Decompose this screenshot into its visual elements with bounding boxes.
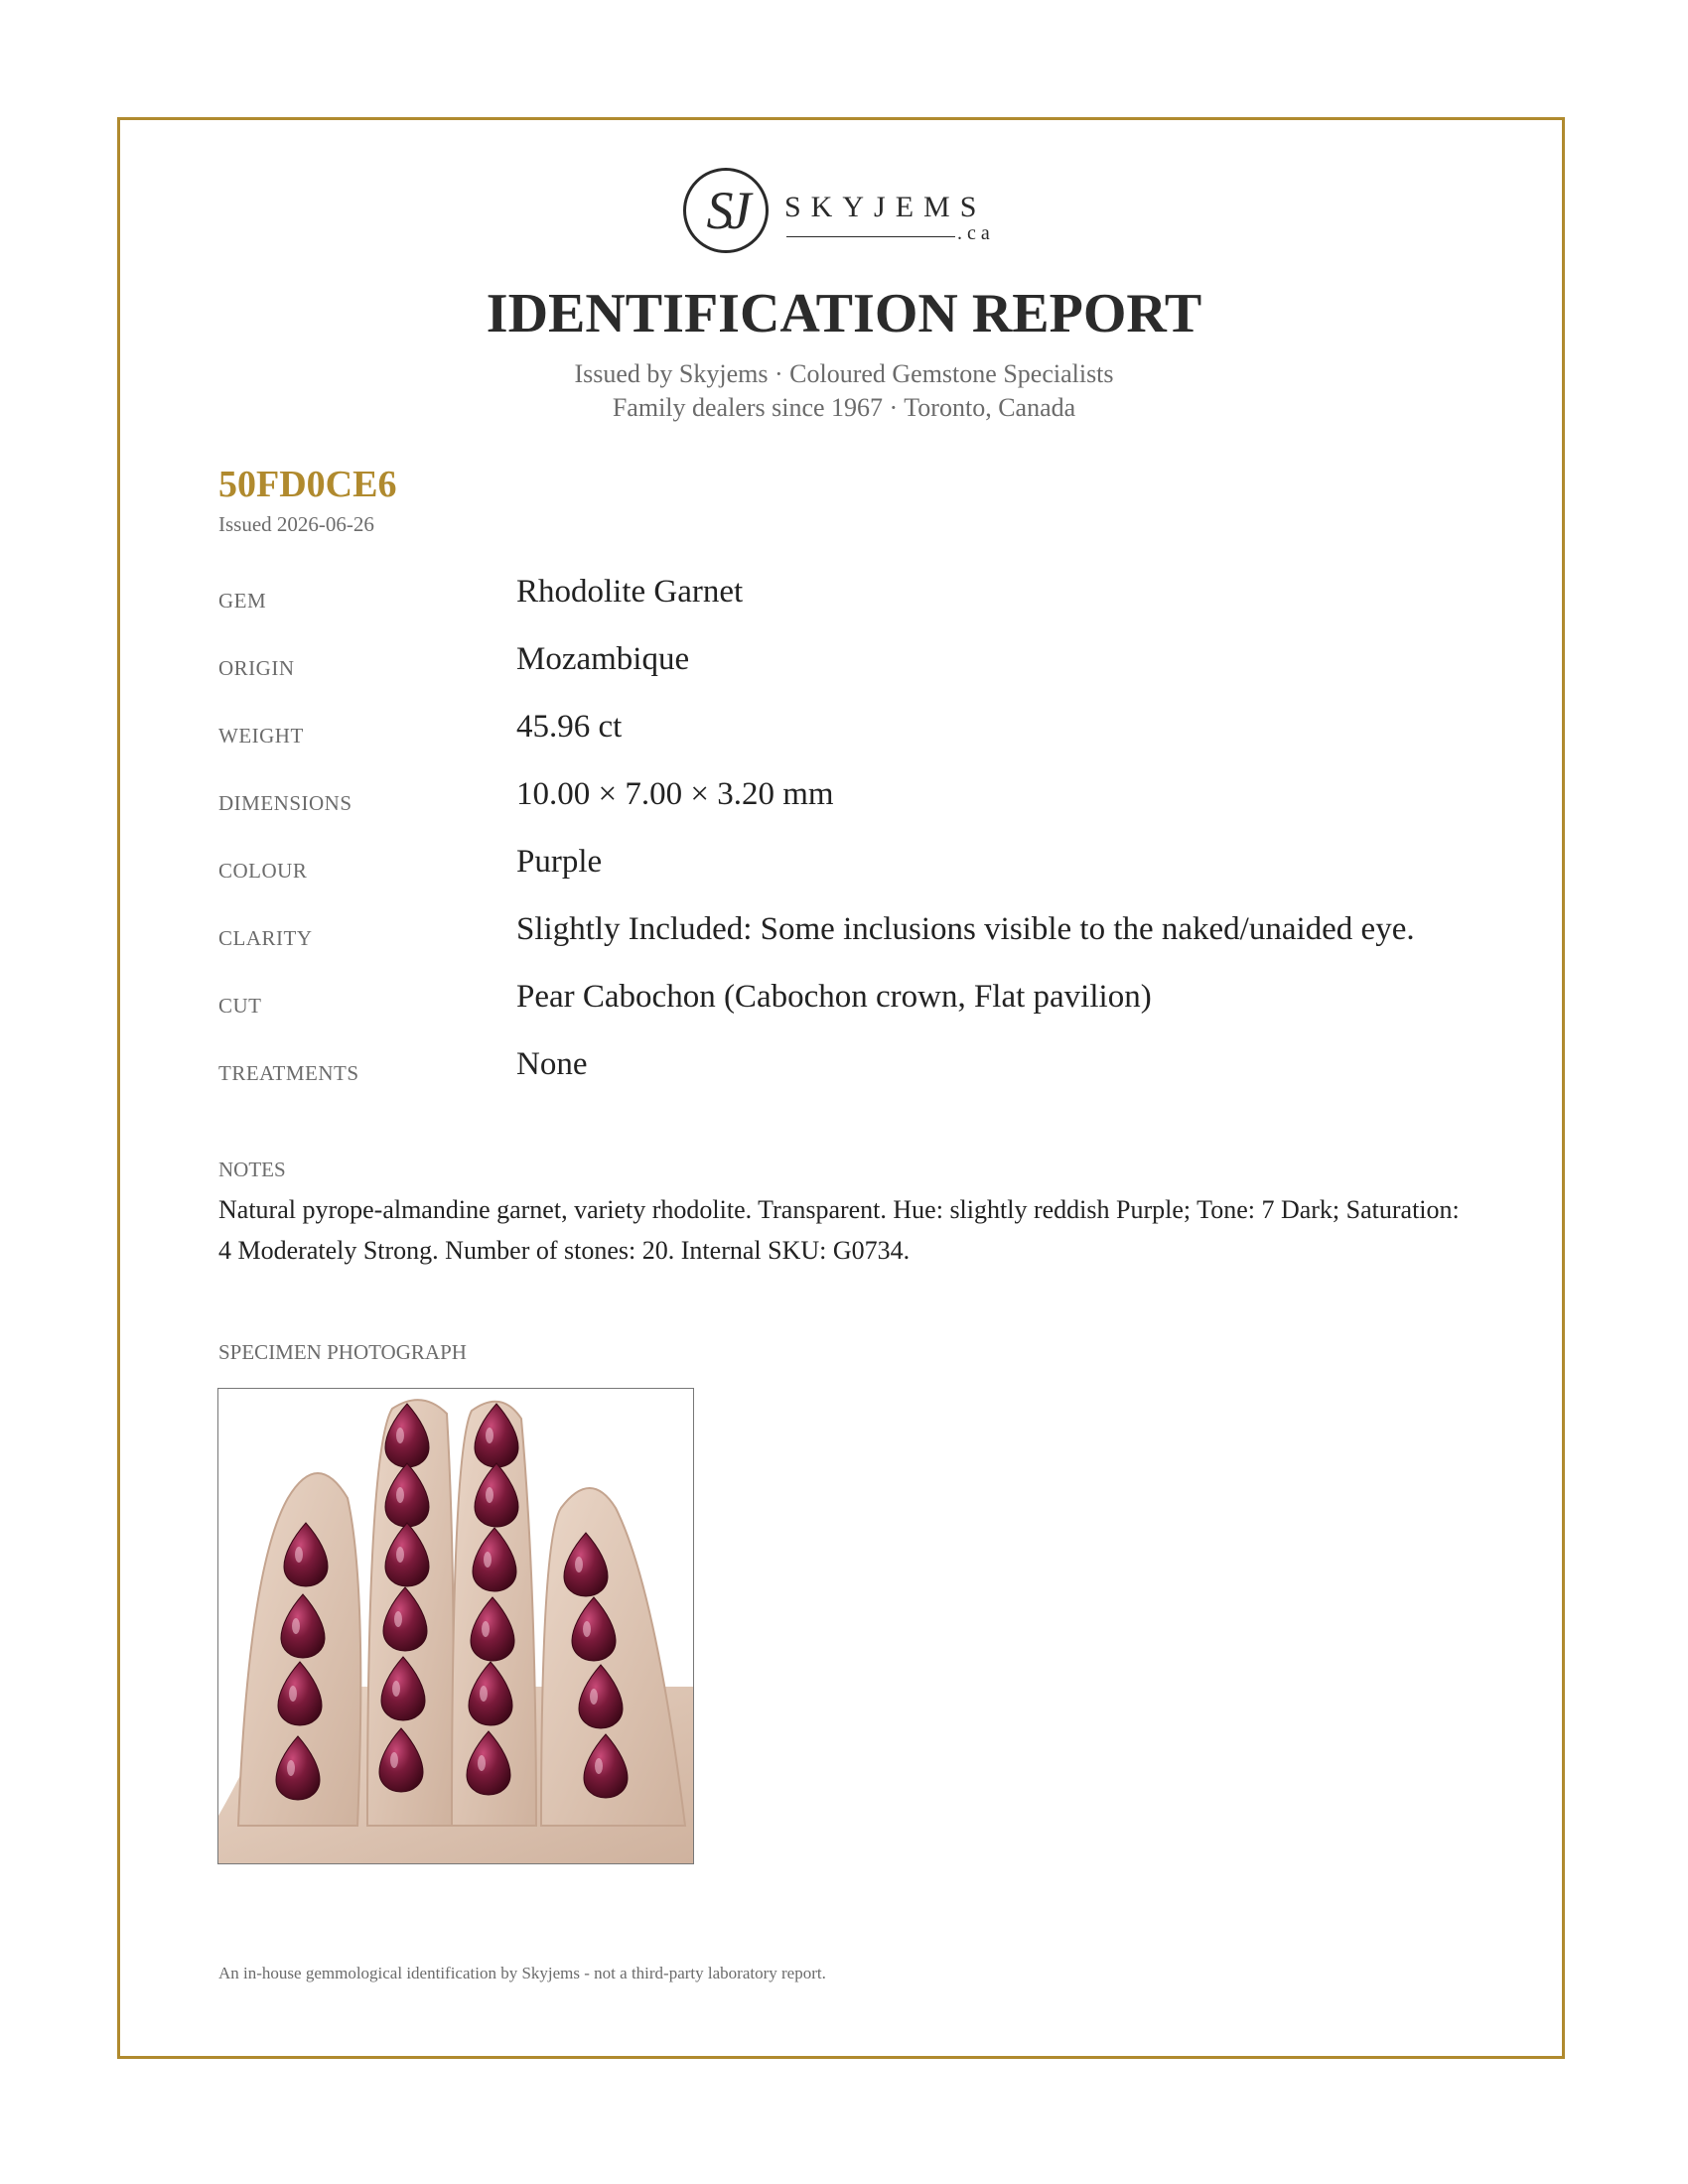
field-gem: [218, 574, 1499, 641]
report-subtitle-issuer: Issued by Skyjems · Coloured Gemstone Specialists: [574, 359, 1114, 388]
field-value: Pear Cabochon (Cabochon crown, Flat pavilion): [516, 979, 1152, 1015]
logo-rule: [786, 236, 955, 237]
report-title: IDENTIFICATION REPORT: [486, 283, 1202, 344]
field-value: Slightly Included: Some inclusions visible to the naked/unaided eye.: [516, 911, 1415, 947]
field-label: CUT: [218, 994, 262, 1018]
field-value: 45.96 ct: [516, 709, 623, 745]
field-value: Mozambique: [516, 641, 690, 677]
field-value: None: [516, 1046, 588, 1082]
field-treatments: [218, 1046, 1499, 1114]
notes-heading: NOTES: [218, 1158, 286, 1181]
field-label: DIMENSIONS: [218, 791, 352, 815]
monogram-icon: SJ: [683, 168, 769, 253]
gem-details: [218, 574, 1499, 1114]
field-weight: [218, 709, 1499, 776]
field-label: GEM: [218, 589, 267, 613]
brand-name: SKYJEMS: [784, 191, 987, 223]
field-cut: [218, 979, 1499, 1046]
report-subtitle-location: Family dealers since 1967 · Toronto, Canada: [612, 393, 1076, 422]
field-colour: [218, 844, 1499, 911]
photo-heading: SPECIMEN PHOTOGRAPH: [218, 1340, 467, 1364]
specimen-illustration: [218, 1389, 693, 1863]
field-label: WEIGHT: [218, 724, 304, 748]
field-label: TREATMENTS: [218, 1061, 359, 1085]
field-label: COLOUR: [218, 859, 308, 883]
brand-tld: .ca: [957, 222, 995, 244]
report-id: 50FD0CE6: [218, 464, 397, 505]
field-value: Purple: [516, 844, 603, 880]
field-label: CLARITY: [218, 926, 313, 950]
issue-date: Issued 2026-06-26: [218, 512, 374, 536]
field-label: ORIGIN: [218, 656, 295, 680]
field-dimensions: [218, 776, 1499, 844]
field-value: 10.00 × 7.00 × 3.20 mm: [516, 776, 834, 812]
notes-text: Natural pyrope-almandine garnet, variety rhodolite. Transparent. Hue: slightly reddish Purple; Tone: 7 Dark; Saturation: 4 Moderately Strong. Number of stones: 20. Internal SKU: G0734.: [218, 1195, 1460, 1265]
field-origin: [218, 641, 1499, 709]
field-value: Rhodolite Garnet: [516, 574, 744, 610]
skyjems-logo: [683, 165, 1011, 264]
field-clarity: [218, 911, 1499, 979]
specimen-photo: [217, 1388, 694, 1864]
disclaimer: An in-house gemmological identification by Skyjems - not a third-party laboratory report.: [218, 1964, 826, 1982]
